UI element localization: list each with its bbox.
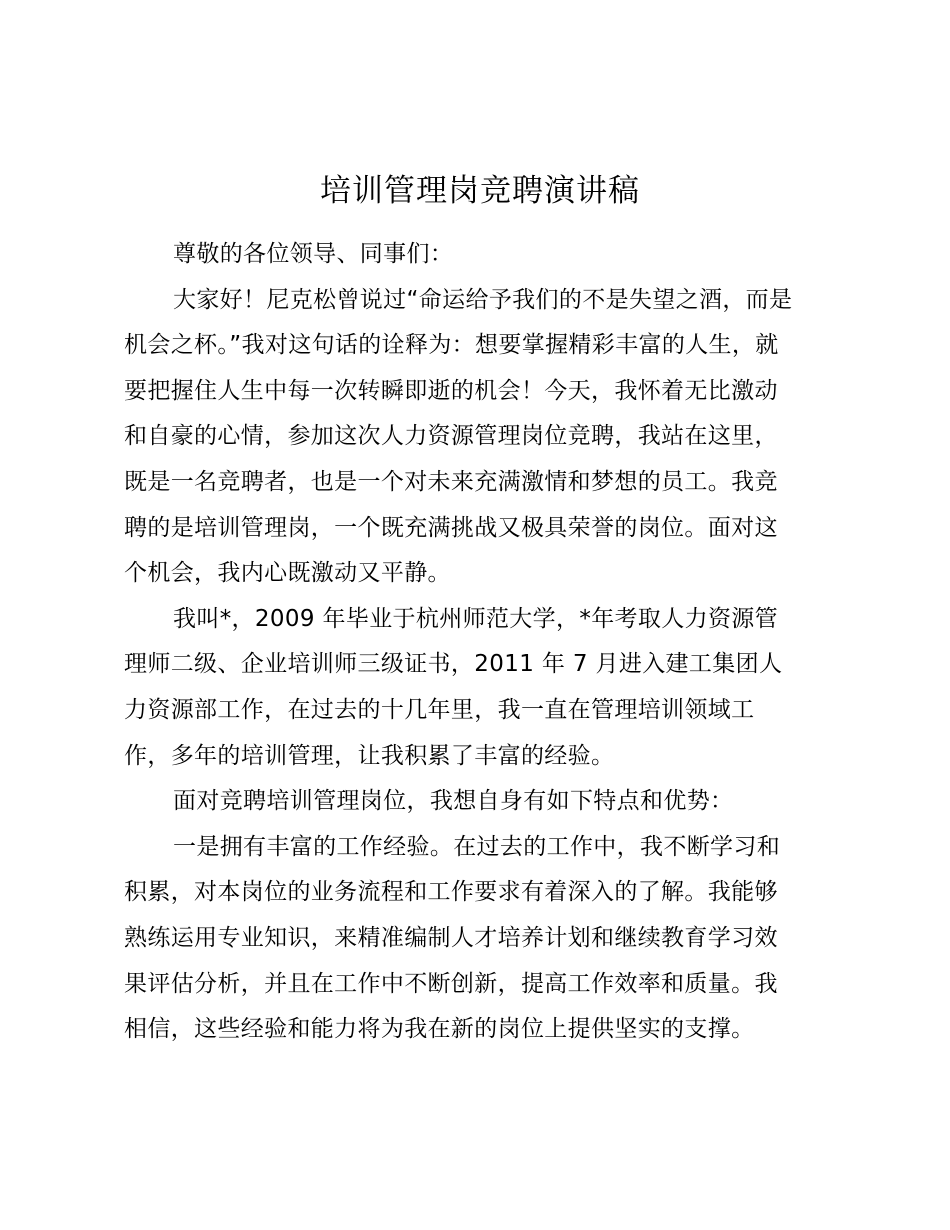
paragraph-line: 力资源部工作，在过去的十几年里，我一直在管理培训领域工 <box>124 696 755 723</box>
document-title: 培训管理岗竞聘演讲稿 <box>320 173 640 209</box>
paragraph-line: 积累，对本岗位的业务流程和工作要求有着深入的了解。我能够 <box>124 879 778 906</box>
paragraph-line: 个机会，我内心既激动又平静。 <box>124 560 451 587</box>
paragraph-line: 一是拥有丰富的工作经验。在过去的工作中，我不断学习和 <box>173 833 781 860</box>
paragraph-line: 理师二级、企业培训师三级证书，2011 年 7 月进入建工集团人 <box>124 651 783 678</box>
paragraph-line: 我叫*，2009 年毕业于杭州师范大学，*年考取人力资源管 <box>173 605 778 632</box>
paragraph-line: 既是一名竞聘者，也是一个对未来充满激情和梦想的员工。我竞 <box>124 468 778 495</box>
paragraph-line: 面对竞聘培训管理岗位，我想自身有如下特点和优势： <box>173 788 734 815</box>
paragraph-line: 大家好！尼克松曾说过“命运给予我们的不是失望之酒，而是 <box>173 286 793 313</box>
paragraph-line: 聘的是培训管理岗，一个既充满挑战又极具荣誉的岗位。面对这 <box>124 514 778 541</box>
paragraph-line: 机会之杯。”我对这句话的诠释为：想要掌握精彩丰富的人生，就 <box>124 332 779 359</box>
paragraph-line: 和自豪的心情，参加这次人力资源管理岗位竞聘，我站在这里， <box>124 423 778 450</box>
salutation-line: 尊敬的各位领导、同事们： <box>173 241 454 267</box>
document-body <box>124 232 836 1053</box>
paragraph-line: 熟练运用专业知识，来精准编制人才培养计划和继续教育学习效 <box>124 924 778 951</box>
paragraph-line: 作，多年的培训管理，让我积累了丰富的经验。 <box>124 742 615 769</box>
paragraph-line: 要把握住人生中每一次转瞬即逝的机会！今天，我怀着无比激动 <box>124 377 778 404</box>
paragraph-line: 相信，这些经验和能力将为我在新的岗位上提供坚实的支撑。 <box>124 1016 755 1043</box>
paragraph-line: 果评估分析，并且在工作中不断创新，提高工作效率和质量。我 <box>124 970 778 997</box>
